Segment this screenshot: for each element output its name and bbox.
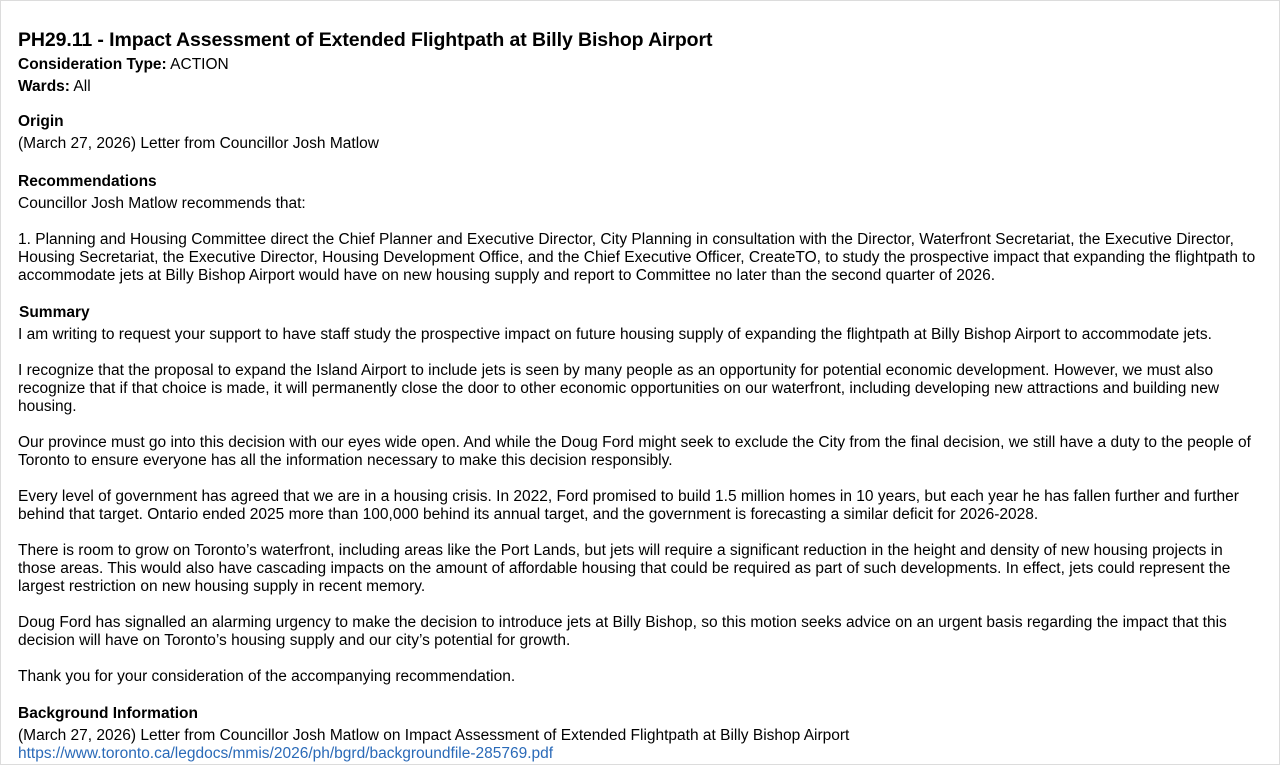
summary-paragraph-4: Every level of government has agreed that we are in a housing crisis. In 2022, Ford promised to build 1.5 million homes in 10 years, but each year he has fallen further and further behind that target. Ontario ended 2025 more than 100,000 behind its annual target, and the government is forecasting a similar deficit for 2026-2028. [18,488,1239,523]
summary-heading: Summary [19,304,90,321]
wards-row [18,76,1263,98]
origin-text: (March 27, 2026) Letter from Councillor Josh Matlow [18,135,379,152]
summary-paragraph-3: Our province must go into this decision with our eyes wide open. And while the Doug Ford might seek to exclude the City from the final decision, we still have a duty to the people of Toronto to ensure everyone has all the information necessary to make this decision responsibly. [18,434,1251,469]
background-heading: Background Information [18,705,198,722]
recommendation-item: 1. Planning and Housing Committee direct the Chief Planner and Executive Director, City Planning in consultation with the Director, Waterfront Secretariat, the Executive Director, Housing Secretariat, the Executive Director, Housing Development Office, and the Chief Executive Officer, CreateTO, to study the prospective impact that expanding the flightpath to accommodate jets at Billy Bishop Airport would have on new housing supply and report to Committee no later than the second quarter of 2026. [18,231,1256,284]
background-text: (March 27, 2026) Letter from Councillor Josh Matlow on Impact Assessment of Extended Flightpath at Billy Bishop Airport [18,727,850,744]
agenda-item [18,28,1263,763]
origin-heading: Origin [18,113,64,130]
recommendations-intro: Councillor Josh Matlow recommends that: [18,195,306,212]
background-file-link[interactable]: https://www.toronto.ca/legdocs/mmis/2026/ph/bgrd/backgroundfile-285769.pdf [18,745,554,762]
background-link-row [18,745,1263,763]
consideration-type-value: ACTION [170,56,229,73]
consideration-type-label: Consideration Type: [18,56,167,73]
consideration-type-row [18,54,1263,76]
summary-paragraph-2: I recognize that the proposal to expand the Island Airport to include jets is seen by many people as an opportunity for potential economic development. However, we must also recognize that if that choice is made, it will permanently close the door to other economic opportunities on our waterfront, including developing new attractions and building new housing. [18,362,1220,415]
summary-paragraph-1: I am writing to request your support to have staff study the prospective impact on future housing supply of expanding the flightpath at Billy Bishop Airport to accommodate jets. [18,326,1212,343]
item-title: PH29.11 - Impact Assessment of Extended Flightpath at Billy Bishop Airport [18,29,713,51]
wards-label: Wards: [18,78,70,95]
wards-value: All [73,78,91,95]
summary-paragraph-5: There is room to grow on Toronto’s waterfront, including areas like the Port Lands, but jets will require a significant reduction in the height and density of new housing projects in those areas. This would also have cascading impacts on the amount of affordable housing that could be required as part of such developments. In effect, jets could represent the largest restriction on new housing supply in recent memory. [18,542,1231,595]
recommendations-heading: Recommendations [18,173,157,190]
summary-paragraph-7: Thank you for your consideration of the accompanying recommendation. [18,668,516,685]
summary-paragraph-6: Doug Ford has signalled an alarming urgency to make the decision to introduce jets at Billy Bishop, so this motion seeks advice on an urgent basis regarding the impact that this decision will have on Toronto’s housing supply and our city’s potential for growth. [18,614,1227,649]
